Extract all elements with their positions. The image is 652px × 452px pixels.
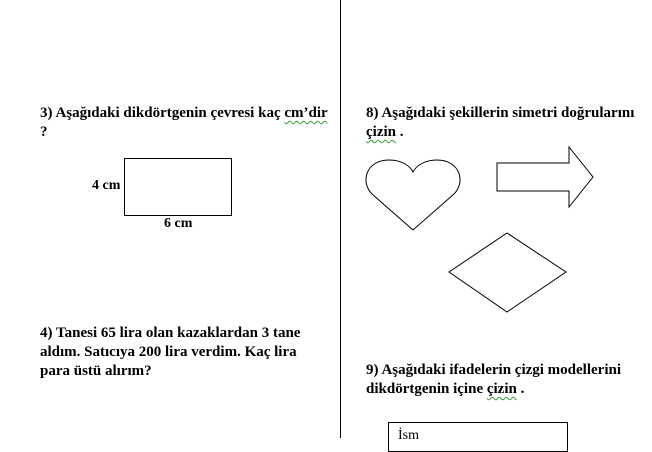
question-8-verb: çizin xyxy=(366,124,396,140)
rectangle-height-label: 4 cm xyxy=(92,178,121,193)
question-8-prompt: Aşağıdaki şekillerin simetri doğrularını xyxy=(381,105,635,121)
answer-box-text: İsm xyxy=(398,428,419,443)
question-9-prompt: Aşağıdaki ifadelerin çizgi modellerini dikdörtgenin içine xyxy=(366,362,622,397)
question-8-end: . xyxy=(396,124,404,140)
arrow-shape xyxy=(497,147,593,207)
question-9-text xyxy=(366,361,651,399)
question-3-end: ? xyxy=(40,124,48,140)
question-9-verb: çizin xyxy=(486,381,517,397)
question-3-number: 3) xyxy=(40,105,53,121)
question-4-prompt: Tanesi 65 lira olan kazaklardan 3 tane aldım. Satıcıya 200 lira verdim. Kaç lira para üstü alırım? xyxy=(40,325,301,379)
rhombus-shape xyxy=(449,233,566,312)
rectangle-width-label: 6 cm xyxy=(164,216,193,231)
question-4-number: 4) xyxy=(40,325,53,341)
question-3-unit-word: cm’dir xyxy=(284,105,328,121)
question-8-number: 8) xyxy=(366,105,379,121)
question-9-end: . xyxy=(516,381,525,397)
question-3-prompt: Aşağıdaki dikdörtgenin çevresi kaç xyxy=(55,105,281,121)
heart-shape xyxy=(366,160,460,230)
question-9-number: 9) xyxy=(366,362,379,378)
